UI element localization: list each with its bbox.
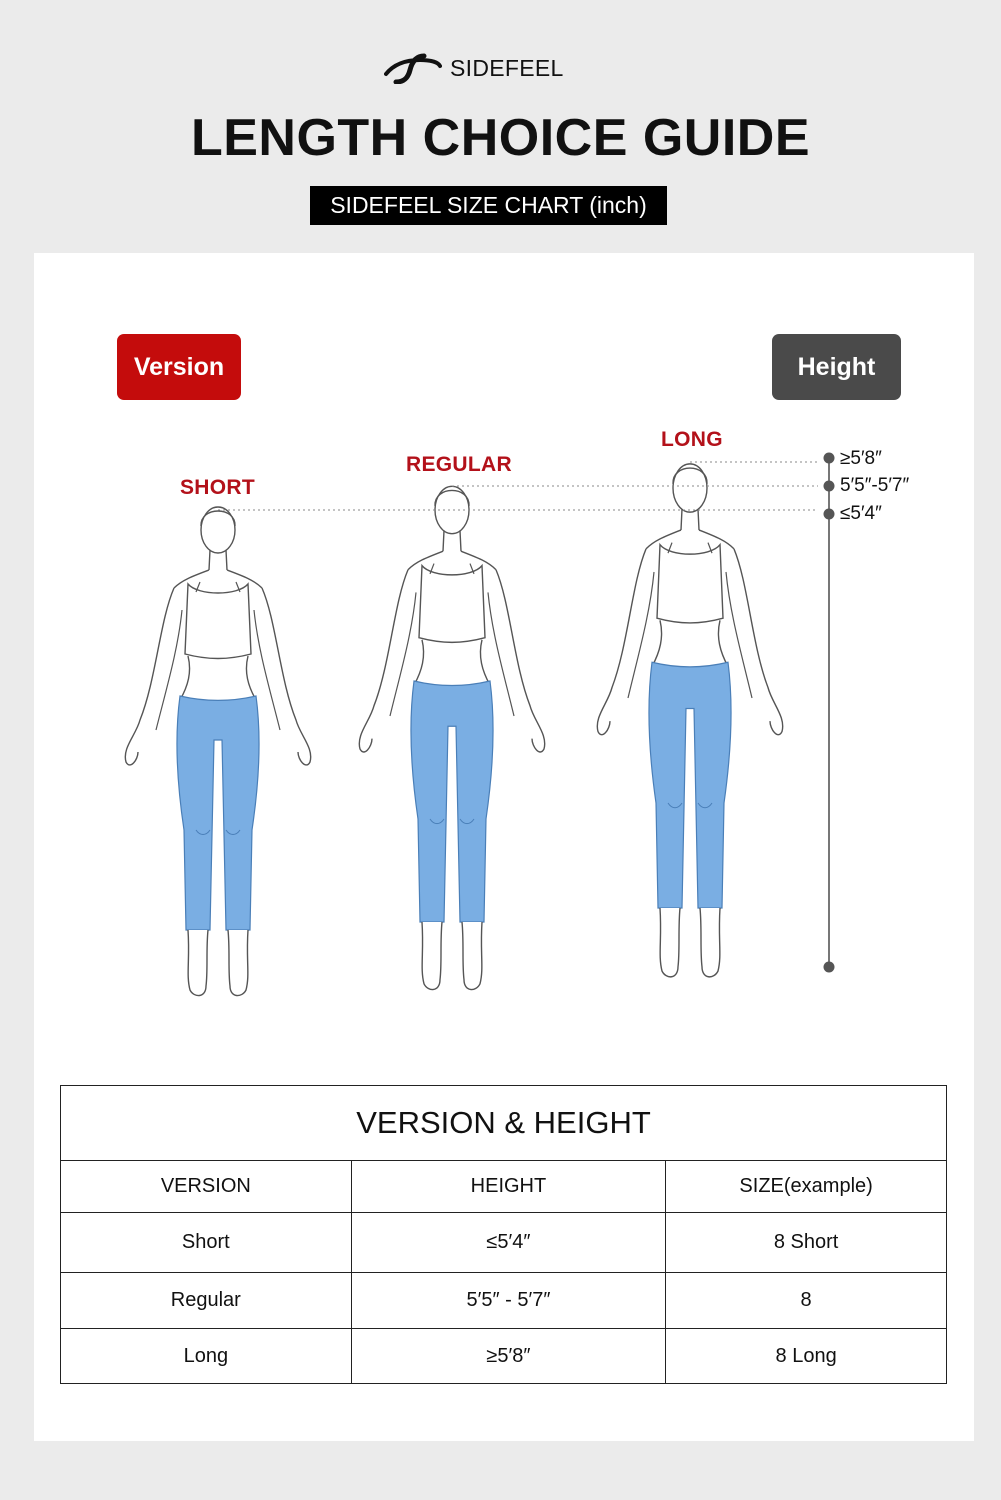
- table-row: [61, 1213, 947, 1273]
- scale-marker: [824, 453, 835, 464]
- figure-label-regular: REGULAR: [406, 453, 512, 476]
- height-badge: Height: [772, 334, 901, 400]
- short-figure: [125, 507, 310, 996]
- table-cell: Regular: [61, 1273, 352, 1329]
- height-label-short: ≤5′4″: [840, 503, 882, 524]
- long-figure: [597, 464, 782, 977]
- figure-label-long: LONG: [661, 428, 723, 451]
- scale-marker: [824, 509, 835, 520]
- table-header-height: HEIGHT: [351, 1161, 666, 1213]
- table-header-version: VERSION: [61, 1161, 352, 1213]
- table-cell: 8: [666, 1273, 947, 1329]
- table-title: VERSION & HEIGHT: [61, 1086, 947, 1161]
- table-cell: Short: [61, 1213, 352, 1273]
- table-cell: 5′5″ - 5′7″: [351, 1273, 666, 1329]
- table-row: [61, 1273, 947, 1329]
- figure-label-short: SHORT: [180, 476, 255, 499]
- scale-marker: [824, 481, 835, 492]
- table-header-size: SIZE(example): [666, 1161, 947, 1213]
- table-cell: ≤5′4″: [351, 1213, 666, 1273]
- version-badge: Version: [117, 334, 241, 400]
- table-cell: Long: [61, 1329, 352, 1384]
- page-title: LENGTH CHOICE GUIDE: [190, 109, 811, 167]
- table-cell: 8 Long: [666, 1329, 947, 1384]
- brand-name: SIDEFEEL: [450, 54, 564, 81]
- version-height-table: [60, 1085, 947, 1384]
- table-row: [61, 1329, 947, 1384]
- scale-marker: [824, 962, 835, 973]
- table-cell: ≥5′8″: [351, 1329, 666, 1384]
- table-cell: 8 Short: [666, 1213, 947, 1273]
- height-label-regular: 5′5″-5′7″: [840, 475, 910, 496]
- size-chart-subtitle: SIDEFEEL SIZE CHART (inch): [310, 186, 667, 225]
- height-label-long: ≥5′8″: [840, 448, 882, 469]
- regular-figure: [359, 486, 544, 989]
